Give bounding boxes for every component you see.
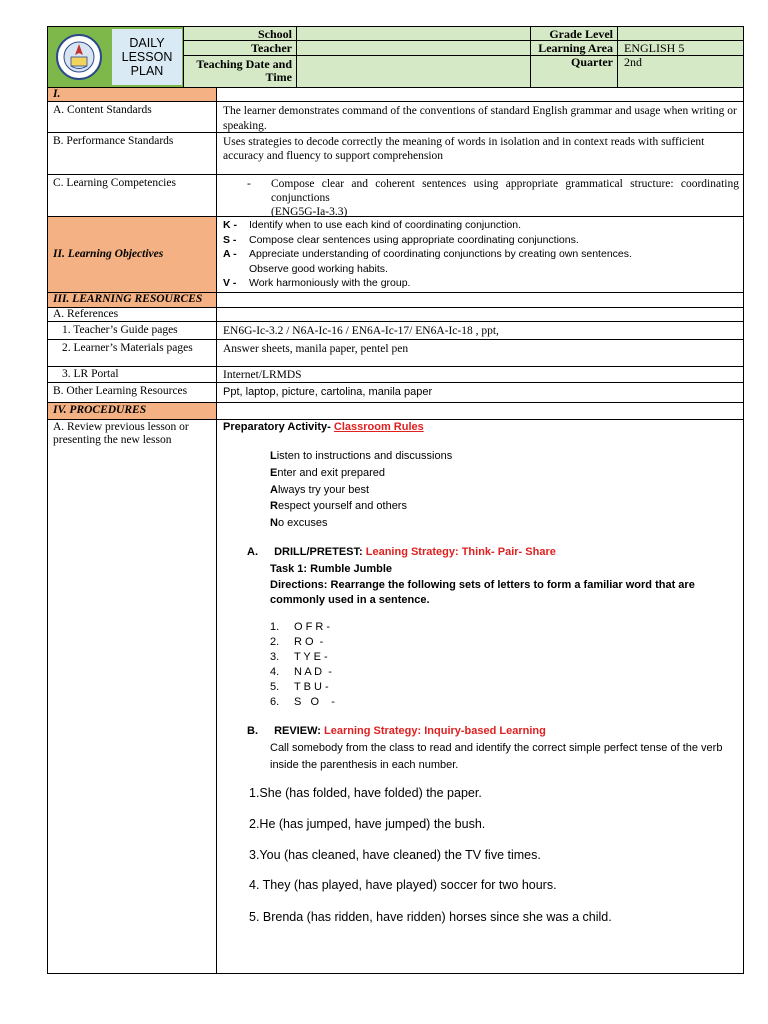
drill-strategy: Leaning Strategy: Think- Pair- Share: [365, 546, 556, 558]
row-learners-materials: [48, 340, 743, 367]
school-value: [296, 27, 531, 40]
content-standards-label: A. Content Standards: [48, 102, 217, 132]
review-sentence: 3.You (has cleaned, have cleaned) the TV five times.: [249, 848, 541, 862]
jumble-item: [270, 650, 328, 664]
review-strategy: Learning Strategy: Inquiry-based Learning: [323, 725, 546, 737]
competencies-cell: [217, 175, 743, 216]
row-references: [48, 308, 743, 322]
objectives-heading: I.: [48, 88, 217, 101]
learners-materials-value: Answer sheets, manila paper, pentel pen: [223, 343, 409, 355]
jumble-number: 2.: [270, 636, 280, 648]
performance-standards-text: Uses strategies to decode correctly the meaning of words in isolation and in context reads with sufficient accuracy and fluency to support comprehension: [223, 136, 705, 162]
objective-key: A -: [223, 248, 237, 261]
rule-item: [270, 466, 385, 480]
header-row-teacher: [184, 41, 743, 56]
objectives-list: [217, 217, 743, 292]
other-resources-value: Ppt, laptop, picture, cartolina, manila paper: [223, 386, 433, 398]
teacher-value: [296, 41, 531, 55]
lr-portal-value: Internet/LRMDS: [223, 369, 302, 381]
jumble-letters: O F R -: [294, 621, 331, 633]
row-other-resources: [48, 383, 743, 403]
lesson-plan-table: [47, 88, 744, 974]
resources-heading: III. LEARNING RESOURCES: [48, 293, 217, 307]
rule-item: [270, 499, 407, 513]
review-lesson-label: A. Review previous lesson or presenting the new lesson: [48, 420, 217, 974]
competencies-label: C. Learning Competencies: [48, 175, 217, 216]
objective-item: [223, 233, 737, 248]
jumble-number: 6.: [270, 696, 280, 708]
header-row-date: [184, 56, 743, 87]
procedures-content: [217, 420, 743, 974]
content-standards-text: The learner demonstrates command of the conventions of standard English grammar and usage when writing or speaking.: [223, 105, 737, 132]
objective-text: Observe good working habits.: [249, 262, 388, 275]
objective-text: Compose clear sentences using appropriate coordinating conjunctions.: [249, 233, 579, 246]
performance-standards-label: B. Performance Standards: [48, 133, 217, 174]
procedures-heading-blank: [217, 403, 743, 419]
teaching-date-label: Teaching Date and Time: [196, 57, 292, 84]
jumble-item: [270, 620, 330, 634]
review-marker: B.: [247, 725, 258, 737]
objective-text: Appreciate understanding of coordinating conjunctions by creating own sentences.: [249, 248, 632, 261]
review-sentence: 2.He (has jumped, have jumped) the bush.: [249, 817, 486, 831]
task-directions: Directions: Rearrange the following sets of letters to form a familiar word that are commonly used in a sentence.: [270, 579, 695, 606]
logo-cell: [48, 27, 184, 87]
objective-text: Work harmoniously with the group.: [249, 277, 411, 290]
teachers-guide-label: 1. Teacher’s Guide pages: [48, 322, 217, 339]
other-resources-label: B. Other Learning Resources: [48, 383, 217, 402]
row-objectives-heading: [48, 88, 743, 102]
row-learning-objectives: [48, 217, 743, 293]
quarter-value: 2nd: [617, 56, 743, 87]
learners-materials-label: 2. Learner’s Materials pages: [48, 340, 217, 366]
title-line-2: LESSON: [121, 50, 173, 64]
jumble-letters: T Y E -: [294, 651, 328, 663]
resources-heading-blank: [217, 293, 743, 307]
drill-marker: A.: [247, 546, 258, 558]
jumble-item: [270, 680, 329, 694]
jumble-letters: R O -: [294, 636, 324, 648]
rule-initial: R: [270, 500, 278, 512]
deped-seal-icon: [54, 33, 104, 81]
grade-level-value: [617, 27, 743, 40]
objective-item: [223, 276, 737, 291]
school-label: School: [257, 27, 292, 41]
row-teachers-guide: [48, 322, 743, 340]
review-sentence: 4. They (has played, have played) soccer for two hours.: [249, 878, 557, 892]
objective-item: [223, 247, 737, 262]
task-title: Task 1: Rumble Jumble: [270, 563, 393, 575]
objective-key: V -: [223, 277, 237, 290]
jumble-number: 4.: [270, 666, 280, 678]
preparatory-activity: [223, 420, 424, 434]
jumble-letters: T B U -: [294, 681, 329, 693]
row-content-standards: [48, 102, 743, 133]
learning-objectives-label-cell: [48, 217, 217, 292]
lesson-plan-header: [47, 26, 744, 88]
jumble-letters: N A D -: [294, 666, 332, 678]
teachers-guide-value: EN6G-Ic-3.2 / N6A-Ic-16 / EN6A-Ic-17/ EN6A-Ic-18 , ppt,: [223, 325, 499, 337]
jumble-letters: S O -: [294, 696, 335, 708]
daily-lesson-plan-title: [112, 29, 182, 85]
competencies-text: Compose clear and coherent sentences using appropriate grammatical structure: coordinating conjunctions: [271, 178, 739, 204]
review-sentence: 1.She (has folded, have folded) the paper.: [249, 786, 482, 800]
rule-initial: A: [270, 484, 278, 496]
learning-area-label: Learning Area: [538, 41, 613, 55]
row-review-lesson: [48, 420, 743, 974]
row-performance-standards: [48, 133, 743, 175]
rule-initial: E: [270, 467, 278, 479]
row-learning-competencies: [48, 175, 743, 217]
review-heading: [247, 724, 546, 738]
references-blank: [217, 308, 743, 321]
objective-item: [223, 218, 737, 233]
objectives-heading-blank: [217, 88, 743, 101]
teaching-date-value: [296, 56, 531, 87]
jumble-item: [270, 695, 335, 709]
objective-key: K -: [223, 219, 237, 231]
jumble-number: 3.: [270, 651, 280, 663]
learning-area-value: ENGLISH 5: [617, 41, 743, 55]
row-procedures-heading: [48, 403, 743, 420]
learning-objectives-label: II. Learning Objectives: [53, 248, 164, 260]
header-row-school: [184, 27, 743, 41]
rule-text: isten to instructions and discussions: [276, 450, 453, 462]
review-sentence: 5. Brenda (has ridden, have ridden) horses since she was a child.: [249, 910, 612, 924]
lr-portal-label: 3. LR Portal: [48, 367, 217, 382]
objective-item: [223, 262, 737, 277]
review-label: REVIEW:: [274, 725, 321, 737]
objective-key: S -: [223, 233, 237, 246]
jumble-number: 5.: [270, 681, 280, 693]
jumble-item: [270, 635, 323, 649]
quarter-label: Quarter: [571, 55, 613, 69]
jumble-item: [270, 665, 332, 679]
rule-initial: N: [270, 517, 278, 529]
preparatory-label: Preparatory Activity-: [223, 421, 331, 433]
jumble-number: 1.: [270, 621, 280, 633]
header-info-grid: [184, 27, 743, 87]
drill-heading: [247, 545, 556, 559]
rule-text: lways try your best: [277, 484, 370, 496]
drill-label: DRILL/PRETEST:: [274, 546, 363, 558]
rule-item: [270, 483, 369, 497]
competencies-dash: -: [247, 178, 251, 190]
grade-level-label: Grade Level: [549, 27, 613, 41]
objective-text: Identify when to use each kind of coordinating conjunction.: [249, 219, 522, 231]
review-text: Call somebody from the class to read and identify the correct simple perfect tense of the verb inside the parenthesis in each number.: [270, 742, 723, 771]
row-resources-heading: [48, 293, 743, 308]
competencies-code: (ENG5G-Ia-3.3): [271, 206, 348, 218]
row-lr-portal: [48, 367, 743, 383]
rule-text: espect yourself and others: [277, 500, 407, 512]
rule-item: [270, 449, 452, 463]
rule-text: o excuses: [277, 517, 328, 529]
rule-text: nter and exit prepared: [277, 467, 385, 479]
title-line-1: DAILY: [129, 36, 165, 50]
teacher-label: Teacher: [251, 41, 292, 55]
rule-item: [270, 516, 327, 530]
procedures-heading: IV. PROCEDURES: [48, 403, 217, 419]
title-line-3: PLAN: [130, 64, 164, 78]
rule-initial: L: [270, 450, 277, 462]
references-label: A. References: [48, 308, 217, 321]
preparatory-title: Classroom Rules: [333, 421, 424, 433]
